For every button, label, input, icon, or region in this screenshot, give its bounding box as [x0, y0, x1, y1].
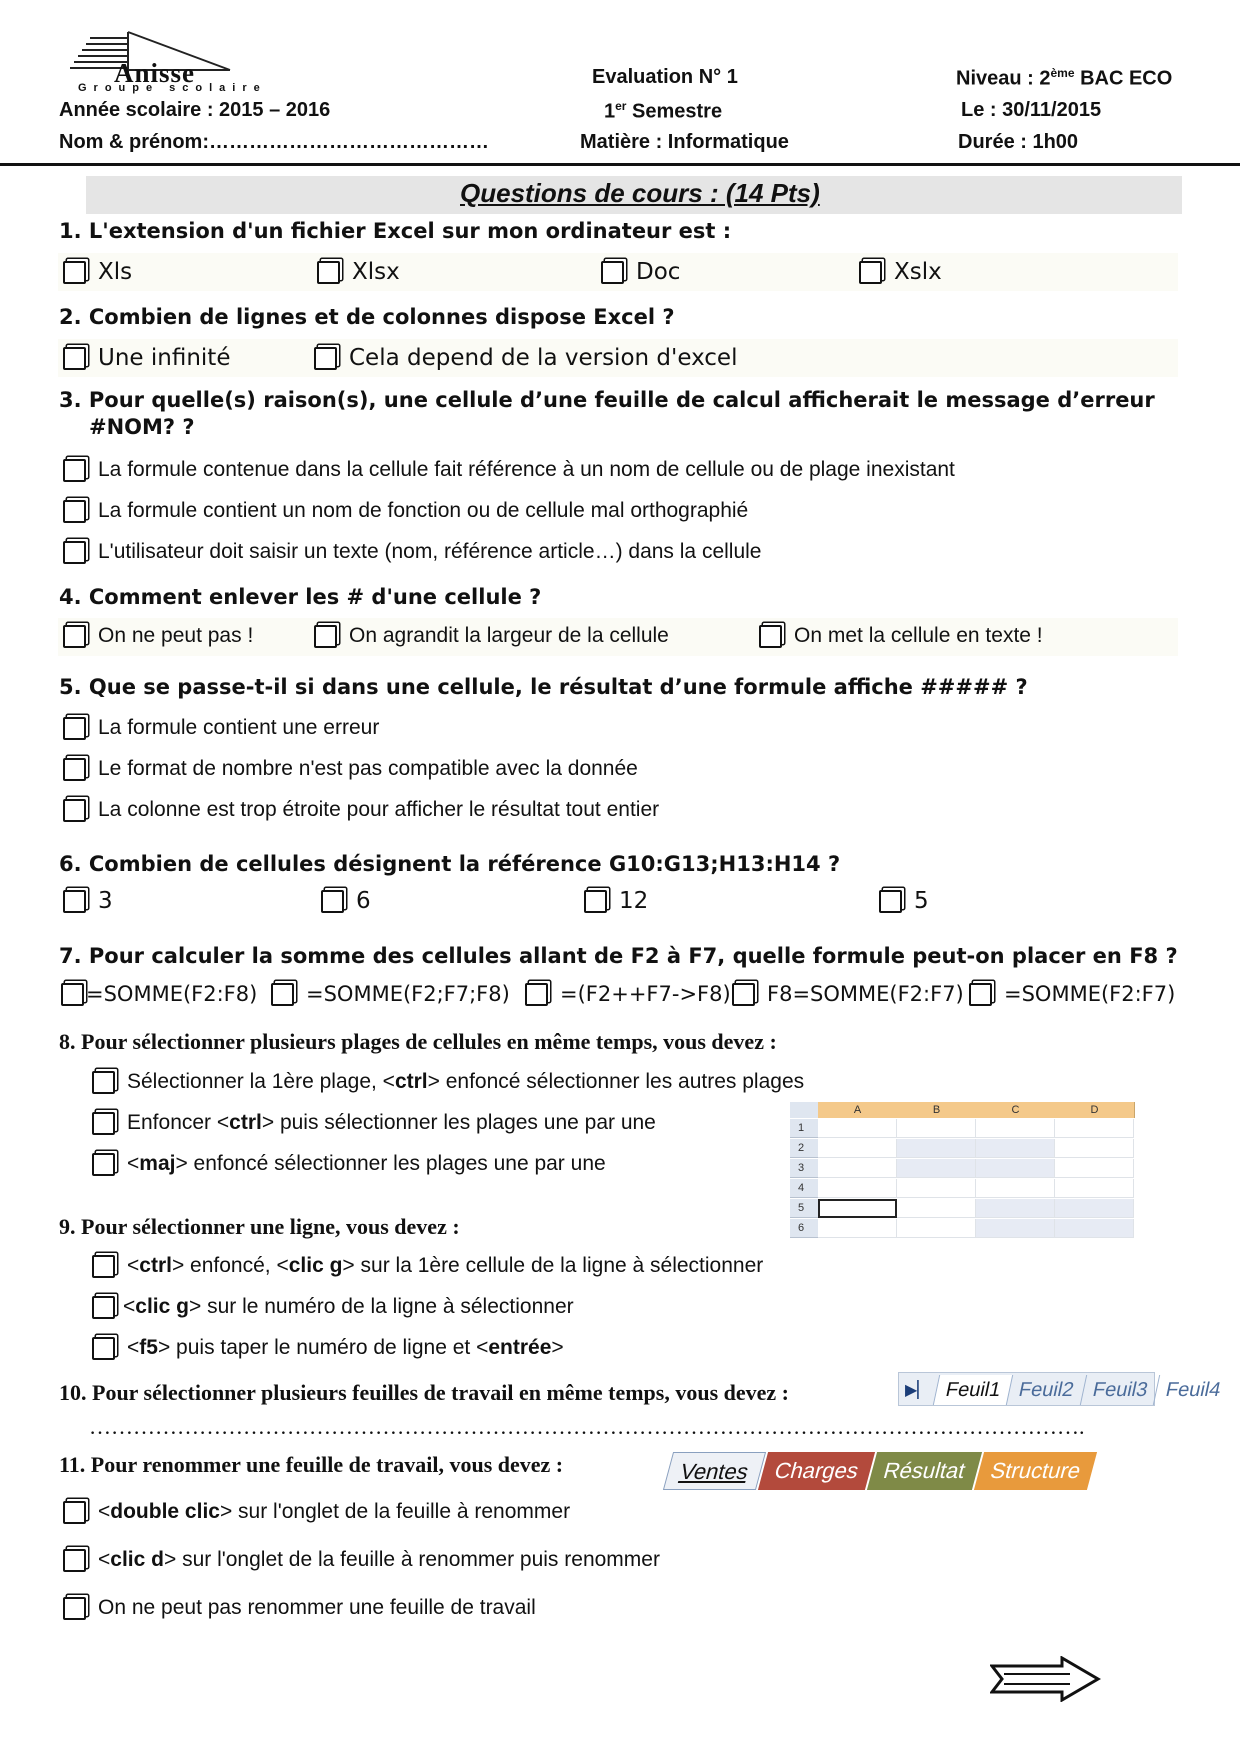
- question-9: 9. Pour sélectionner une ligne, vous devez :: [59, 1214, 460, 1239]
- checkbox-icon[interactable]: [732, 983, 755, 1006]
- q1-option-xls[interactable]: Xls: [63, 259, 132, 285]
- q1-option-xslx[interactable]: Xslx: [859, 259, 942, 285]
- grid-cell: [818, 1119, 897, 1138]
- name-field-label: Nom & prénom:……………………………………: [59, 131, 489, 153]
- logo-subtitle: Groupe scolaire: [78, 82, 267, 94]
- q7-option-3[interactable]: =(F2++F7->F8): [525, 982, 731, 1006]
- exam-date: Le : 30/11/2015: [961, 99, 1102, 121]
- q7-option-4[interactable]: F8=SOMME(F2:F7): [732, 982, 964, 1006]
- checkbox-icon[interactable]: [63, 1597, 86, 1620]
- checkbox-icon[interactable]: [314, 625, 337, 648]
- checkbox-icon[interactable]: [92, 1296, 115, 1319]
- question-7: 7. Pour calculer la somme des cellules allant de F2 à F7, quelle formule peut-on placer en F8 ?: [59, 944, 1178, 968]
- q3-option-3[interactable]: L'utilisateur doit saisir un texte (nom, référence article…) dans la cellule: [63, 540, 761, 564]
- q4-option-2[interactable]: On agrandit la largeur de la cellule: [314, 624, 669, 648]
- checkbox-icon[interactable]: [63, 1501, 86, 1524]
- question-10: 10. Pour sélectionner plusieurs feuilles de travail en même temps, vous devez :: [59, 1380, 789, 1405]
- q11-option-1[interactable]: < double clic > sur l'onglet de la feuille à renommer: [63, 1500, 570, 1524]
- q11-option-2[interactable]: < clic d > sur l'onglet de la feuille à renommer puis renommer: [63, 1548, 660, 1572]
- grid-cell: [897, 1219, 976, 1238]
- grid-row-header: 3: [790, 1159, 818, 1178]
- checkbox-icon[interactable]: [271, 983, 294, 1006]
- grid-cell-selected: [1055, 1199, 1134, 1218]
- q1-option-xlsx[interactable]: Xlsx: [317, 259, 400, 285]
- q7-option-2[interactable]: =SOMME(F2;F7;F8): [271, 982, 510, 1006]
- duration: Durée : 1h00: [958, 131, 1079, 153]
- q7-option-5[interactable]: =SOMME(F2:F7): [969, 982, 1175, 1006]
- sheet-tab: Feuil2: [1006, 1375, 1086, 1405]
- answer-dotted-line: ……………………………………………………………………………………………………………………….: [89, 1414, 1085, 1439]
- checkbox-icon[interactable]: [63, 717, 86, 740]
- checkbox-icon[interactable]: [759, 625, 782, 648]
- checkbox-icon[interactable]: [61, 983, 84, 1006]
- grid-cell-active: [818, 1199, 897, 1218]
- q6-option-12[interactable]: 12: [584, 888, 648, 914]
- grid-cell-selected: [1055, 1219, 1134, 1238]
- grid-cell: [976, 1119, 1055, 1138]
- grid-row-header: 6: [790, 1219, 818, 1238]
- sheet-tab: Feuil3: [1079, 1375, 1159, 1405]
- q9-option-3[interactable]: < f5 > puis taper le numéro de ligne et < entrée >: [92, 1336, 564, 1360]
- spreadsheet-grid-image: [790, 1102, 1134, 1240]
- checkbox-icon[interactable]: [879, 890, 902, 913]
- semester: 1er Semestre: [604, 99, 723, 123]
- checkbox-icon[interactable]: [317, 261, 340, 284]
- question-5: 5. Que se passe-t-il si dans une cellule, le résultat d’une formule affiche ##### ?: [59, 675, 1028, 699]
- checkbox-icon[interactable]: [63, 758, 86, 781]
- question-6: 6. Combien de cellules désignent la référence G10:G13;H13:H14 ?: [59, 852, 841, 876]
- q8-option-1[interactable]: Sélectionner la 1ère plage, < ctrl > enfoncé sélectionner les autres plages: [92, 1070, 804, 1094]
- grid-cell: [1055, 1179, 1134, 1198]
- grid-col-header: C: [976, 1102, 1056, 1118]
- level: Niveau : 2ème BAC ECO: [956, 66, 1173, 90]
- q3-option-2[interactable]: La formule contient un nom de fonction ou de cellule mal orthographié: [63, 499, 748, 523]
- checkbox-icon[interactable]: [63, 347, 86, 370]
- sheet-tab: Résultat: [867, 1452, 982, 1490]
- checkbox-icon[interactable]: [92, 1255, 115, 1278]
- checkbox-icon[interactable]: [63, 890, 86, 913]
- grid-cell-selected: [897, 1139, 976, 1158]
- checkbox-icon[interactable]: [92, 1337, 115, 1360]
- school-logo: [70, 30, 270, 96]
- grid-cell: [818, 1139, 897, 1158]
- grid-cell-selected: [976, 1199, 1055, 1218]
- q5-option-3[interactable]: La colonne est trop étroite pour afficher le résultat tout entier: [63, 798, 659, 822]
- school-year: Année scolaire : 2015 – 2016: [59, 99, 331, 121]
- q6-option-6[interactable]: 6: [321, 888, 371, 914]
- grid-row-header: 2: [790, 1139, 818, 1158]
- q5-option-2[interactable]: Le format de nombre n'est pas compatible avec la donnée: [63, 757, 638, 781]
- q1-option-doc[interactable]: Doc: [601, 259, 680, 285]
- question-8: 8. Pour sélectionner plusieurs plages de cellules en même temps, vous devez :: [59, 1029, 777, 1054]
- sheet-tabs-image: [898, 1372, 1223, 1406]
- checkbox-icon[interactable]: [63, 261, 86, 284]
- q6-option-5[interactable]: 5: [879, 888, 929, 914]
- grid-col-header: A: [818, 1102, 898, 1118]
- q2-option-infinite[interactable]: Une infinité: [63, 345, 230, 371]
- checkbox-icon[interactable]: [92, 1153, 115, 1176]
- section-title: Questions de cours : (14 Pts): [460, 178, 820, 208]
- grid-cell-selected: [976, 1219, 1055, 1238]
- header-divider: [0, 163, 1240, 166]
- question-3-cont: #NOM? ?: [89, 415, 195, 439]
- q8-option-2[interactable]: Enfoncer < ctrl > puis sélectionner les plages une par une: [92, 1111, 656, 1135]
- checkbox-icon[interactable]: [321, 890, 344, 913]
- grid-col-header: B: [897, 1102, 977, 1118]
- checkbox-icon[interactable]: [601, 261, 624, 284]
- question-2: 2. Combien de lignes et de colonnes dispose Excel ?: [59, 305, 675, 329]
- checkbox-icon[interactable]: [969, 983, 992, 1006]
- checkbox-icon[interactable]: [92, 1112, 115, 1135]
- grid-corner: [790, 1102, 819, 1118]
- sheet-tab: Structure: [974, 1452, 1097, 1490]
- q8-option-3[interactable]: < maj > enfoncé sélectionner les plages une par une: [92, 1152, 606, 1176]
- grid-cell-selected: [976, 1139, 1055, 1158]
- sheet-tab: Feuil4: [1153, 1375, 1233, 1405]
- checkbox-icon[interactable]: [314, 347, 337, 370]
- question-3: 3. Pour quelle(s) raison(s), une cellule d’une feuille de calcul afficherait le message d’erreur: [59, 388, 1155, 412]
- grid-cell: [1055, 1139, 1134, 1158]
- grid-cell: [1055, 1159, 1134, 1178]
- checkbox-icon[interactable]: [63, 625, 86, 648]
- grid-cell: [897, 1199, 976, 1218]
- q6-option-3[interactable]: 3: [63, 888, 113, 914]
- checkbox-icon[interactable]: [63, 459, 86, 482]
- sheet-tab: Charges: [758, 1452, 875, 1490]
- grid-cell: [818, 1179, 897, 1198]
- checkbox-icon[interactable]: [63, 541, 86, 564]
- grid-cell: [897, 1179, 976, 1198]
- q4-option-3[interactable]: On met la cellule en texte !: [759, 624, 1043, 648]
- sheet-tab: Ventes: [663, 1452, 766, 1490]
- logo-text: Anisse: [114, 58, 196, 88]
- next-arrow-icon: [990, 1656, 1102, 1702]
- question-4: 4. Comment enlever les # d'une cellule ?: [59, 585, 542, 609]
- q9-option-2[interactable]: < clic g > sur le numéro de la ligne à sélectionner: [92, 1295, 574, 1319]
- rename-tabs-image: [668, 1452, 1084, 1490]
- grid-cell: [1055, 1119, 1134, 1138]
- checkbox-icon[interactable]: [63, 1549, 86, 1572]
- grid-cell: [818, 1219, 897, 1238]
- checkbox-icon[interactable]: [859, 261, 882, 284]
- q3-option-1[interactable]: La formule contenue dans la cellule fait référence à un nom de cellule ou de plage inexistant: [63, 458, 955, 482]
- checkbox-icon[interactable]: [525, 983, 548, 1006]
- q4-option-1[interactable]: On ne peut pas !: [63, 624, 253, 648]
- sheet-tab: Feuil1: [932, 1375, 1012, 1405]
- grid-cell: [897, 1119, 976, 1138]
- grid-cell-selected: [897, 1159, 976, 1178]
- grid-cell: [976, 1179, 1055, 1198]
- grid-col-header: D: [1055, 1102, 1135, 1118]
- grid-row-header: 4: [790, 1179, 818, 1198]
- q11-option-3[interactable]: On ne peut pas renommer une feuille de travail: [63, 1596, 536, 1620]
- q2-option-version[interactable]: Cela depend de la version d'excel: [314, 345, 737, 371]
- question-1: 1. L'extension d'un fichier Excel sur mon ordinateur est :: [59, 219, 732, 243]
- q5-option-1[interactable]: La formule contient une erreur: [63, 716, 379, 740]
- checkbox-icon[interactable]: [584, 890, 607, 913]
- q7-option-1[interactable]: =SOMME(F2:F8): [61, 982, 257, 1006]
- checkbox-icon[interactable]: [92, 1071, 115, 1094]
- q9-option-1[interactable]: < ctrl > enfoncé, < clic g > sur la 1ère cellule de la ligne à sélectionner: [92, 1254, 763, 1278]
- grid-row-header: 5: [790, 1199, 818, 1218]
- evaluation-title: Evaluation N° 1: [592, 66, 738, 88]
- grid-cell-selected: [976, 1159, 1055, 1178]
- question-11: 11. Pour renommer une feuille de travail, vous devez :: [59, 1452, 564, 1477]
- checkbox-icon[interactable]: [63, 799, 86, 822]
- subject: Matière : Informatique: [580, 131, 789, 153]
- tab-scroll-icon: ▶▏: [905, 1380, 930, 1399]
- checkbox-icon[interactable]: [63, 500, 86, 523]
- grid-cell: [818, 1159, 897, 1178]
- grid-row-header: 1: [790, 1119, 818, 1138]
